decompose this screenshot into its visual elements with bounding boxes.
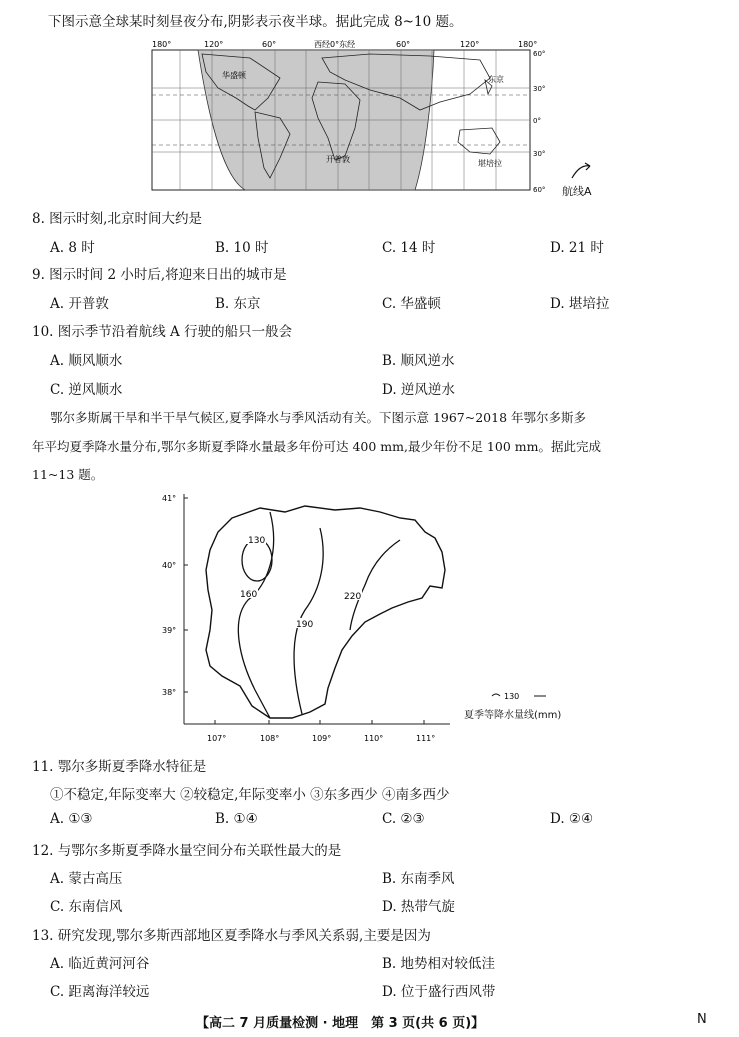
isoline-label: 190 xyxy=(296,620,314,630)
q11-option-b: B. ①④ xyxy=(215,811,258,827)
q10-option-b: B. 顺风逆水 xyxy=(382,353,455,369)
q10-option-c: C. 逆风顺水 xyxy=(50,382,123,398)
q10-option-a: A. 顺风顺水 xyxy=(50,353,123,369)
ordos-precipitation-map xyxy=(160,490,460,748)
q11-option-a: A. ①③ xyxy=(50,811,93,827)
q9-option-d: D. 堪培拉 xyxy=(550,296,610,312)
map2-y-label: 39° xyxy=(162,626,177,635)
map2-y-label: 38° xyxy=(162,688,177,697)
map1-top-label: 120° xyxy=(460,40,480,49)
q9-option-a: A. 开普敦 xyxy=(50,296,109,312)
map2-x-label: 108° xyxy=(260,734,280,743)
city-label: 东京 xyxy=(488,75,504,84)
map2-x-label: 111° xyxy=(416,734,436,743)
map1-top-label: 120° xyxy=(204,40,224,49)
q13-option-d: D. 位于盛行西风带 xyxy=(382,984,496,1000)
q8-option-a: A. 8 时 xyxy=(50,240,95,256)
world-day-night-map xyxy=(140,38,570,198)
page-footer: 【高二 7 月质量检测 · 地理 第 3 页(共 6 页)】 xyxy=(196,1016,485,1031)
map2-x-label: 110° xyxy=(364,734,384,743)
q8-stem: 8. 图示时刻,北京时间大约是 xyxy=(32,211,202,227)
q13-option-c: C. 距离海洋较远 xyxy=(50,984,150,1000)
map2-y-label: 40° xyxy=(162,561,177,570)
map1-right-label: 0° xyxy=(533,117,541,125)
map1-right-label: 30° xyxy=(533,150,546,158)
map2-y-label: 41° xyxy=(162,494,177,503)
intro-text-1: 下图示意全球某时刻昼夜分布,阴影表示夜半球。据此完成 8~10 题。 xyxy=(48,14,463,30)
q10-stem: 10. 图示季节沿着航线 A 行驶的船只一般会 xyxy=(32,324,293,340)
q11-option-d: D. ②④ xyxy=(550,811,594,827)
paper-version-letter: N xyxy=(697,1012,707,1027)
map1-right-label: 60° xyxy=(533,186,546,194)
q8-option-b: B. 10 时 xyxy=(215,240,269,256)
legend-value: 130 xyxy=(504,692,520,701)
isoline-legend-icon xyxy=(490,688,550,702)
map1-right-label: 30° xyxy=(533,85,546,93)
map2-x-label: 107° xyxy=(207,734,227,743)
intro-text-2-line-1: 鄂尔多斯属干旱和半干旱气候区,夏季降水与季风活动有关。下图示意 1967~2018 年鄂尔多斯多 xyxy=(50,410,587,425)
q12-option-b: B. 东南季风 xyxy=(382,871,455,887)
intro-text-2-line-2: 年平均夏季降水量分布,鄂尔多斯夏季降水量最多年份可达 400 mm,最少年份不足 100 mm。据此完成 xyxy=(32,439,601,454)
city-label: 开普敦 xyxy=(326,155,350,164)
q12-option-c: C. 东南信风 xyxy=(50,899,123,915)
q11-choices: ①不稳定,年际变率大 ②较稳定,年际变率小 ③东多西少 ④南多西少 xyxy=(50,787,450,803)
map1-top-label: 180° xyxy=(152,40,172,49)
legend-label: 夏季等降水量线(mm) xyxy=(464,710,562,721)
route-a-label: 航线A xyxy=(562,185,592,198)
map2-x-label: 109° xyxy=(312,734,332,743)
q11-stem: 11. 鄂尔多斯夏季降水特征是 xyxy=(32,759,207,775)
isoline-label: 130 xyxy=(248,536,266,546)
q8-option-c: C. 14 时 xyxy=(382,240,436,256)
q13-option-b: B. 地势相对较低洼 xyxy=(382,956,496,972)
map1-top-label: 60° xyxy=(396,40,411,49)
q8-option-d: D. 21 时 xyxy=(550,240,604,256)
q12-option-d: D. 热带气旋 xyxy=(382,899,455,915)
q11-option-c: C. ②③ xyxy=(382,811,425,827)
city-label: 堪培拉 xyxy=(478,159,502,168)
map1-right-label: 60° xyxy=(533,50,546,58)
map1-top-label: 西经0°东经 xyxy=(314,40,356,49)
city-label: 华盛顿 xyxy=(222,71,246,80)
isoline-label: 220 xyxy=(344,592,362,602)
q13-option-a: A. 临近黄河河谷 xyxy=(50,956,150,972)
q10-option-d: D. 逆风逆水 xyxy=(382,382,455,398)
q12-option-a: A. 蒙古高压 xyxy=(50,871,123,887)
map1-top-label: 60° xyxy=(262,40,277,49)
intro-text-2-line-3: 11~13 题。 xyxy=(32,467,104,482)
q13-stem: 13. 研究发现,鄂尔多斯西部地区夏季降水与季风关系弱,主要是因为 xyxy=(32,928,431,944)
q9-stem: 9. 图示时间 2 小时后,将迎来日出的城市是 xyxy=(32,267,287,283)
isoline-label: 160 xyxy=(240,590,258,600)
q12-stem: 12. 与鄂尔多斯夏季降水量空间分布关联性最大的是 xyxy=(32,843,342,859)
q9-option-c: C. 华盛顿 xyxy=(382,296,441,312)
map1-top-label: 180° xyxy=(518,40,538,49)
q9-option-b: B. 东京 xyxy=(215,296,261,312)
